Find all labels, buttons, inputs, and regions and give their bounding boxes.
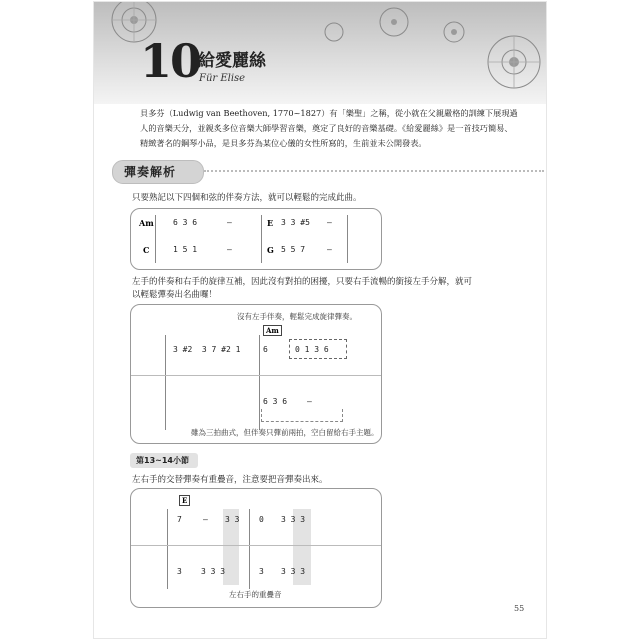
page-subtitle: Für Elise — [199, 73, 246, 84]
barline — [167, 509, 168, 589]
bass-rest: — — [307, 397, 312, 406]
intro-paragraph: 貝多芬（Ludwig van Beethoven, 1770~1827）有「樂聖」之稱，從小就在父親嚴格的訓練下展現過人的音樂天分，並親炙多位音樂大師學習音樂，奠定了良好的音樂基礎。《給愛麗絲》是一首技巧簡易、精緻著名的鋼琴小品，是貝多芬為某位心儀的女性所寫的，生前並未公開發表。 — [140, 108, 518, 148]
upper-notes: 0 — [259, 515, 264, 524]
lower-notes: 3 3 3 — [281, 567, 306, 576]
dotted-divider — [204, 170, 544, 172]
paragraph-2b: 以輕鬆彈奏出名曲囉！ — [132, 290, 218, 300]
melody-notes: 3 #2 3 7 #2 1 — [173, 345, 241, 354]
annotation-top: 沒有左手伴奏，輕鬆完成旋律彈奏。 — [237, 312, 357, 321]
page-title: 給愛麗絲 — [198, 51, 266, 71]
chord-rest: — — [227, 218, 232, 227]
melody-notes: 6 — [263, 345, 268, 354]
highlight-bracket — [261, 409, 343, 422]
chord-name: Am — [139, 218, 154, 228]
bass-notes: 6 3 6 — [263, 397, 288, 406]
title-banner — [94, 2, 546, 104]
upper-notes: 3 3 3 — [281, 515, 306, 524]
chord-name: C — [143, 245, 150, 255]
paragraph-3: 左右手的交替彈奏有重疊音，注意要把音彈奏出來。 — [132, 475, 328, 485]
chord-rest: — — [327, 245, 332, 254]
barline — [261, 215, 262, 263]
paragraph-2a: 左手的伴奏和右手的旋律互補，因此沒有對拍的困擾，只要右手流暢的銜接左手分解，就可 — [132, 277, 473, 287]
subsection-label: 第13~14小節 — [136, 456, 189, 465]
lesson-number: 10 — [140, 34, 201, 88]
paragraph-1: 只要熟記以下四個和弦的伴奏方法，就可以輕鬆的完成此曲。 — [132, 193, 362, 203]
barline — [165, 335, 166, 430]
chord-name: E — [267, 218, 274, 228]
barline — [249, 509, 250, 589]
barline — [259, 335, 260, 430]
chord-label: E — [179, 495, 190, 506]
lower-notes: 3 — [177, 567, 182, 576]
overlap-annotation: 左右手的重疊音 — [229, 590, 282, 599]
barline — [155, 215, 156, 263]
chord-name: G — [267, 245, 274, 255]
book-page — [94, 2, 546, 638]
staff-divider — [131, 545, 381, 546]
lower-notes: 3 3 3 — [201, 567, 226, 576]
example-box-1 — [130, 304, 382, 444]
chord-rest: — — [327, 218, 332, 227]
chord-rest: — — [227, 245, 232, 254]
chord-notes: 3 3 #5 — [281, 218, 310, 227]
barline — [347, 215, 348, 263]
upper-notes: 7 — [177, 515, 182, 524]
upper-notes: 3 3 — [225, 515, 240, 524]
chord-notes: 6 3 6 — [173, 218, 198, 227]
chord-box — [130, 208, 382, 270]
section-heading: 彈奏解析 — [124, 165, 177, 179]
melody-notes: 0 1 3 6 — [295, 345, 329, 354]
upper-rest: — — [203, 515, 208, 524]
lower-notes: 3 — [259, 567, 264, 576]
example-box-2 — [130, 488, 382, 608]
chord-notes: 1 5 1 — [173, 245, 198, 254]
chord-notes: 5 5 7 — [281, 245, 306, 254]
chord-label: Am — [263, 325, 282, 336]
page-number: 55 — [514, 604, 525, 613]
annotation-bottom: 雖為三拍曲式，但伴奏只彈前兩拍，空白留給右手主題。 — [191, 428, 379, 437]
staff-divider — [131, 375, 381, 376]
